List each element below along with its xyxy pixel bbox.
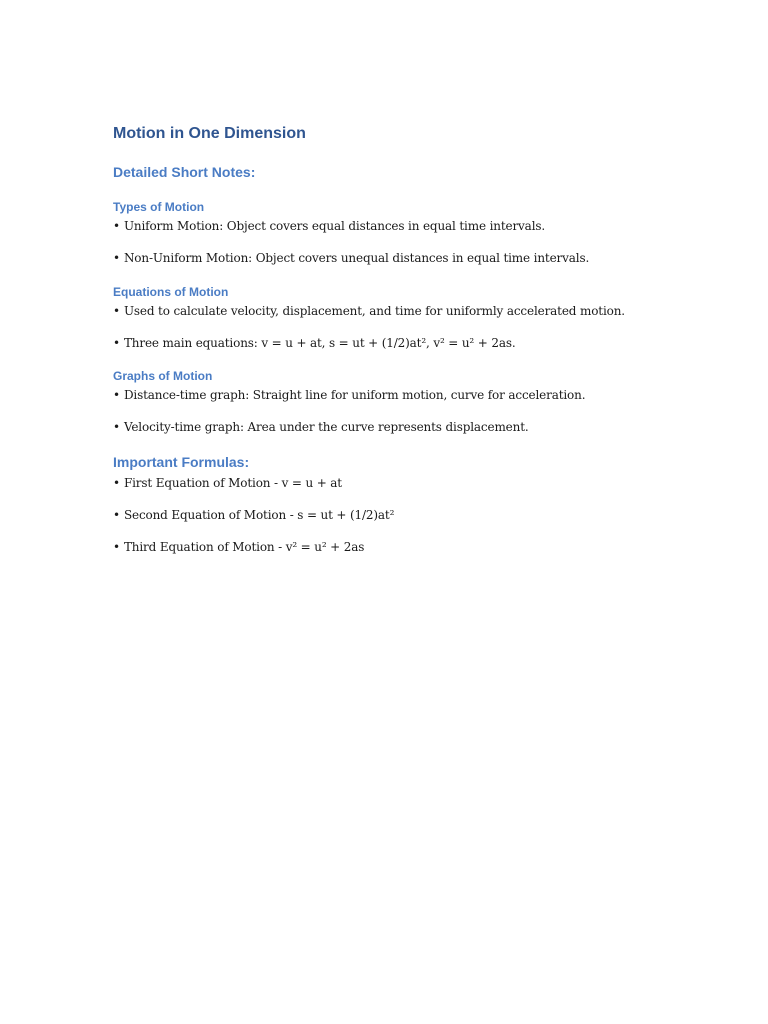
bullet-icon: •	[113, 336, 120, 350]
important-formulas-heading: Important Formulas:	[113, 454, 250, 470]
list-item	[113, 304, 625, 318]
section-heading-types-of-motion: Types of Motion	[113, 200, 205, 214]
list-item	[113, 540, 364, 554]
bullet-icon: •	[113, 420, 120, 434]
list-item	[113, 251, 589, 265]
list-item-text: First Equation of Motion - v = u + at	[123, 476, 342, 490]
short-notes-heading: Detailed Short Notes:	[113, 164, 256, 180]
bullet-icon: •	[113, 508, 120, 522]
list-item-text: Second Equation of Motion - s = ut + (1/2)at²	[123, 508, 395, 522]
list-item	[113, 388, 585, 402]
list-item-text: Three main equations: v = u + at, s = ut + (1/2)at², v² = u² + 2as.	[123, 336, 516, 350]
list-item-text: Non-Uniform Motion: Object covers unequal distances in equal time intervals.	[123, 251, 590, 265]
list-item	[113, 336, 516, 350]
list-item	[113, 476, 342, 490]
bullet-icon: •	[113, 476, 120, 490]
document-page	[113, 0, 693, 1024]
bullet-icon: •	[113, 388, 120, 402]
list-item-text: Velocity-time graph: Area under the curve represents displacement.	[123, 420, 529, 434]
bullet-icon: •	[113, 251, 120, 265]
bullet-icon: •	[113, 304, 120, 318]
list-item	[113, 508, 394, 522]
section-heading-graphs-of-motion: Graphs of Motion	[113, 369, 213, 383]
list-item	[113, 420, 529, 434]
list-item	[113, 219, 545, 233]
bullet-icon: •	[113, 219, 120, 233]
section-heading-equations-of-motion: Equations of Motion	[113, 285, 229, 299]
document-title: Motion in One Dimension	[113, 125, 306, 142]
list-item-text: Distance-time graph: Straight line for uniform motion, curve for acceleration.	[123, 388, 586, 402]
list-item-text: Third Equation of Motion - v² = u² + 2as	[123, 540, 365, 554]
list-item-text: Uniform Motion: Object covers equal distances in equal time intervals.	[123, 219, 546, 233]
list-item-text: Used to calculate velocity, displacement, and time for uniformly accelerated motion.	[123, 304, 625, 318]
bullet-icon: •	[113, 540, 120, 554]
